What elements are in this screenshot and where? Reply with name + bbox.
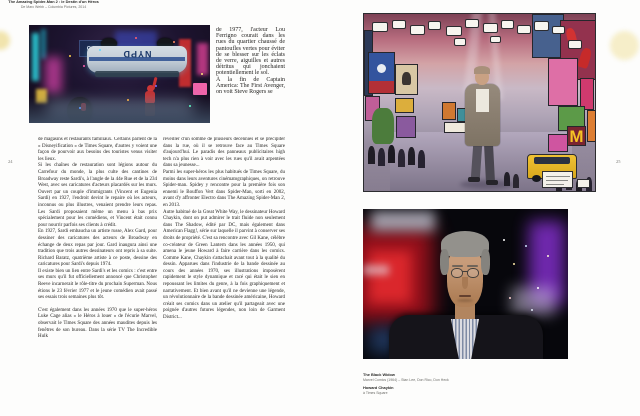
speech-balloon [372,22,388,32]
street-ground [29,97,210,123]
billboard [548,58,578,106]
intro-paragraph: de 1977, l'acteur Lou Ferrigno courait dans les rues du quartier chaussé de pantoufles vertes pour éviter de se blesser sur les éclats de verre, aiguilles et autres détritus qui jonchaient potentiellement le sol. [216,27,285,77]
speech-balloon [552,26,565,34]
movie-still-image [29,25,210,123]
comic-caption-box [542,171,573,188]
speech-balloon [534,21,549,31]
comic-caption-box-small [577,179,590,188]
caption-credit: Marvel Comics (1964) – Stan Lee, Don Rico, Don Heck [363,377,449,382]
city-light-dots [503,239,505,241]
caption-credit: à Times Square [363,390,388,395]
speech-balloon [392,20,406,29]
walking-man-shirt [476,89,489,112]
portrait-figure [402,72,411,85]
crowd-silhouettes [368,146,375,164]
speech-balloon [517,25,531,34]
chaykin-portrait-photo [363,209,568,359]
body-paragraph: Si les chaînes de restauration sont légions autour du Carrefour du monde, la plus culte des cantines de Broadway reste Sardi's, à l'angle de la 44e Rue et de la 234 West, avec ses caricatures d'acteurs placardés sur les murs. Ouvert par un couple d'immigrants (Vincent et Eugenia Sardi) en 1927, l'endroit devint le repaire où les acteurs, inconnus ou plus illustres, venaient prendre leurs repas. Les Sardi proposaient même un menu à bas prix spécialement pour les comédiens, et Vincent était connu pour nourrir parfois ses clients à crédit. [38,163,157,228]
billboard [442,102,456,120]
nypd-car-text: NYPD [122,49,152,59]
mcdonalds-m-letter: M [569,127,584,146]
speech-balloon [446,26,462,36]
man-eyebrow [452,265,463,267]
page-edge-dot-left [0,31,10,50]
billboard [548,134,568,152]
body-paragraph: Autre habitué de la Great White Way, le dessinateur Howard Chaykin, dont on put admirer le trait fluide non seulement dans The Shadow, édité par DC, mais également dans American Flagg!, série sur laquelle il parvint à conserver ses droits de propriété. C'est sa rencontre avec Gil Kane, célèbre co-créateur de Green Lantern dans les années 1950, qui amena le jeune Howard à faire carrière dans les comics. Comme Kane, Chaykin s'attachait avant tout à la qualité du dessin. Apparues dans l'industrie de la bande dessinée au cours des années 1970, ses illustrations imposèrent rapidement le style dynamique et racé qui était le sien en repoussant les limites du genre, à la fois graphiquement et narrativement. Et bien avant qu'il ne devienne une légende, un révolutionnaire de la bande dessinée américaine, Howard créait ses comics dans un atelier qu'il partageait avec une poignée d'autres futures légendes, non loin de Garment District... [163,209,285,321]
speech-balloon [465,19,479,28]
body-paragraph: Il existe bien un lien entre Sardi's et les comics : c'est entre ses murs qu'il fut officiellement annoncé que Christopher Reeve incarnerait le rôle-titre du prochain Superman. Nous étions le 23 février 1977 et le jeune comédien avait passé ses essais trois semaines plus tôt. [38,268,157,301]
comic-panel-image [363,13,596,192]
neon-confetti [69,55,71,57]
body-text-column-2 [163,137,285,384]
captain-america-billboard [368,52,395,94]
man-chin-shadow [457,299,473,302]
taxi-wheel [532,175,541,182]
eyeglasses-bridge [462,271,468,272]
speech-balloon [501,20,514,29]
speech-balloon [454,38,466,46]
taxi-windows [534,157,570,164]
police-car-windows [95,71,179,77]
teal-neon-sign [41,29,46,59]
page-number-right: 25 [616,159,621,164]
pink-billboard [193,83,207,95]
body-paragraph: de magasins et restaurants familiaux. Certains parlent de la « Disneyification » de Times Square, d'autres y voient une façon de pourvoir aux besoins des touristes venus visiter les lieux. [38,137,157,162]
green-monster-figure [372,108,394,144]
mcdonalds-arches-sign [567,126,586,146]
speech-balloon [410,25,425,35]
billboard [587,110,596,142]
cyan-neon-sign [32,33,39,81]
man-eyebrow [467,265,478,267]
pink-neon-sign [197,43,208,75]
comic-caption [363,373,513,382]
white-light-strip [363,265,389,275]
man-hair-side [440,249,449,275]
man-hair-side [481,249,490,275]
photo-caption [363,386,513,395]
billboard [395,98,414,113]
right-page-captions [363,373,513,399]
body-paragraph: C'est également dans les années 1970 que le super-héros Luke Cage alias « le Héros à louer » de l'écurie Marvel, observait le Times Square des années maudites depuis les fenêtres de son bureau. Dans la série TV The Incredible Hulk [38,307,157,340]
body-paragraph: En 1927, Sardi embaucha un artiste russe, Alex Gard, pour dessiner des caricatures des acteurs de Broadway en échange de deux repas par jour. Gard inaugura ainsi une tradition que trois autres dessinateurs ont repris à sa suite. Richard Baratz, quatrième artiste à ce poste, dessine des caricatures pour Sardi's depuis 1974. [38,229,157,268]
intro-paragraph: À la fin de Captain America: The First Avenger, on voit Steve Rogers se [216,76,285,96]
body-paragraph: réveiller d'un somme de plusieurs décennies et se précipiter dans la rue, où il se retrouve face au Times Square d'aujourd'hui. Le paradis des panneaux publicitaires high tech n'a plus rien à voir avec les rues qu'il avait arpentées dans sa jeunesse... [163,137,285,169]
billboard [444,122,466,133]
white-sign-blur [511,287,555,315]
intro-text-column [216,27,285,141]
page-number-left: 24 [8,159,13,164]
movie-still-caption [0,0,107,9]
crowd-silhouettes [504,172,510,186]
speech-balloon [483,23,498,33]
caption-title: The Black Widow [363,372,395,377]
page-edge-dot-right [610,31,639,60]
speech-balloon [568,40,582,49]
walking-man-shoe [468,177,480,182]
caption-title: Howard Chaykin [363,384,394,390]
speech-balloon [490,36,501,43]
red-billboard-core [369,251,411,303]
walking-man-shoe [486,180,498,185]
caption-credit: De Marc Webb – Columbia Pictures, 2014 [20,4,87,9]
body-text-column-1 [38,137,157,375]
man-nose [462,277,468,289]
captain-america-star [377,64,386,73]
eyeglasses-lens [467,268,479,278]
billboard [396,116,416,138]
white-lights-blur [371,211,435,231]
caption-title: The Amazing Spider-Man 2 : le Destin d'un Héros [8,0,99,4]
magenta-neon-glow [45,57,62,93]
speech-balloon [428,21,441,30]
body-paragraph: Parmi les super-héros les plus habitués de Times Square, du moins dans leurs aventures cinématographiques, on retrouve Spider-man. Spidey y rencontre pour la première fois son ennemi le Bouffon Vert dans Spider-Man, sorti en 2002, avant d'y affronter Electro dans The Amazing Spider-Man 2, en 2013. [163,169,285,208]
walking-man-hair [474,66,490,74]
man-mouth [459,295,471,297]
walking-man-leg [484,144,495,182]
right-page [320,0,640,416]
